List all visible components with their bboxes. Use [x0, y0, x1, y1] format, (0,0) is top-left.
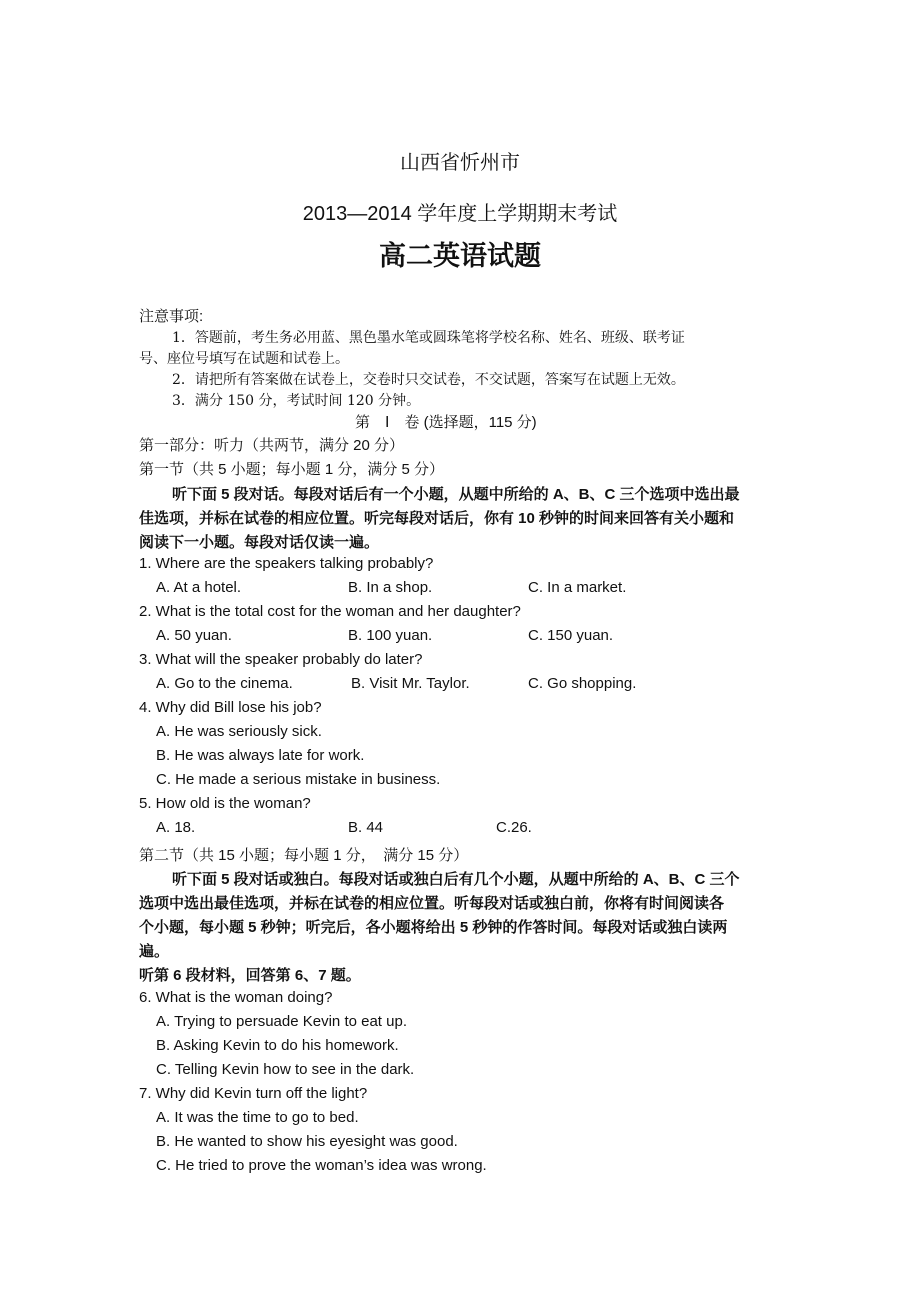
question-3-option-b: B. Visit Mr. Taylor. [351, 675, 470, 692]
question-5-option-c: C.26. [496, 819, 532, 836]
section-1-instruction-line-3: 阅读下一小题。每段对话仅读一遍。 [139, 534, 380, 551]
question-3-stem: 3. What will the speaker probably do later? [139, 651, 423, 668]
section-1-heading: 第一节（共 5 小题；每小题 1 分，满分 5 分） [139, 461, 445, 478]
question-3-option-a: A. Go to the cinema. [156, 675, 293, 692]
question-5-option-a: A. 18. [156, 819, 196, 836]
notice-item-3: 3．满分 150 分，考试时间 120 分钟。 [172, 393, 421, 409]
section-1-instruction-line-2: 佳选项，并标在试卷的相应位置。听完每段对话后，你有 10 秒钟的时间来回答有关小题和 [139, 510, 735, 527]
material-6-heading: 听第 6 段材料，回答第 6、7 题。 [139, 967, 361, 984]
question-1-stem: 1. Where are the speakers talking probably? [139, 555, 434, 572]
notice-item-1-line-1: 1．答题前，考生务必用蓝、黑色墨水笔或圆珠笔将学校名称、姓名、班级、联考证 [172, 330, 685, 346]
exam-title: 高二英语试题 [379, 241, 541, 272]
question-6-option-b: B. Asking Kevin to do his homework. [156, 1037, 399, 1054]
question-4-option-b: B. He was always late for work. [156, 747, 365, 764]
question-2-option-a: A. 50 yuan. [156, 627, 232, 644]
question-6-option-c: C. Telling Kevin how to see in the dark. [156, 1061, 415, 1078]
question-4-option-a: A. He was seriously sick. [156, 723, 322, 740]
notice-item-2: 2．请把所有答案做在试卷上，交卷时只交试卷，不交试题，答案写在试题上无效。 [172, 372, 685, 388]
question-1-option-a: A. At a hotel. [156, 579, 242, 596]
part-1-heading: 第一部分：听力（共两节，满分 20 分） [139, 437, 405, 454]
question-2-stem: 2. What is the total cost for the woman and her daughter? [139, 603, 521, 620]
question-5-stem: 5. How old is the woman? [139, 795, 311, 812]
section-2-instruction-line-2: 选项中选出最佳选项，并标在试卷的相应位置。听每段对话或独白前，你将有时间阅读各 [139, 895, 725, 912]
question-1-option-b: B. In a shop. [348, 579, 433, 596]
question-2-option-c: C. 150 yuan. [528, 627, 614, 644]
section-2-instruction-line-3: 个小题，每小题 5 秒钟；听完后，各小题将给出 5 秒钟的作答时间。每段对话或独白读两 [139, 919, 728, 936]
question-6-stem: 6. What is the woman doing? [139, 989, 333, 1006]
question-3-option-c: C. Go shopping. [528, 675, 637, 692]
notice-heading: 注意事项: [139, 308, 204, 325]
question-7-stem: 7. Why did Kevin turn off the light? [139, 1085, 368, 1102]
question-5-option-b: B. 44 [348, 819, 384, 836]
question-2-option-b: B. 100 yuan. [348, 627, 433, 644]
section-1-instruction-line-1: 听下面 5 段对话。每段对话后有一个小题，从题中所给的 A、B、C 三个选项中选出最 [172, 486, 740, 503]
question-7-option-b: B. He wanted to show his eyesight was good. [156, 1133, 458, 1150]
notice-item-1-line-2: 号、座位号填写在试题和试卷上。 [139, 351, 349, 367]
question-7-option-c: C. He tried to prove the woman’s idea was wrong. [156, 1157, 487, 1174]
question-6-option-a: A. Trying to persuade Kevin to eat up. [156, 1013, 407, 1030]
exam-term: 2013—2014 学年度上学期期末考试 [302, 203, 618, 225]
question-4-stem: 4. Why did Bill lose his job? [139, 699, 322, 716]
exam-region: 山西省忻州市 [400, 150, 520, 174]
section-2-instruction-line-1: 听下面 5 段对话或独白。每段对话或独白后有几个小题，从题中所给的 A、B、C 三个 [172, 871, 740, 888]
section-2-instruction-line-4: 遍。 [139, 943, 170, 960]
question-4-option-c: C. He made a serious mistake in business. [156, 771, 441, 788]
question-7-option-a: A. It was the time to go to bed. [156, 1109, 359, 1126]
question-1-option-c: C. In a market. [528, 579, 627, 596]
volume-title: 第 Ⅰ 卷 (选择题，115 分) [355, 414, 537, 431]
section-2-heading: 第二节（共 15 小题；每小题 1 分， 满分 15 分） [139, 847, 469, 864]
